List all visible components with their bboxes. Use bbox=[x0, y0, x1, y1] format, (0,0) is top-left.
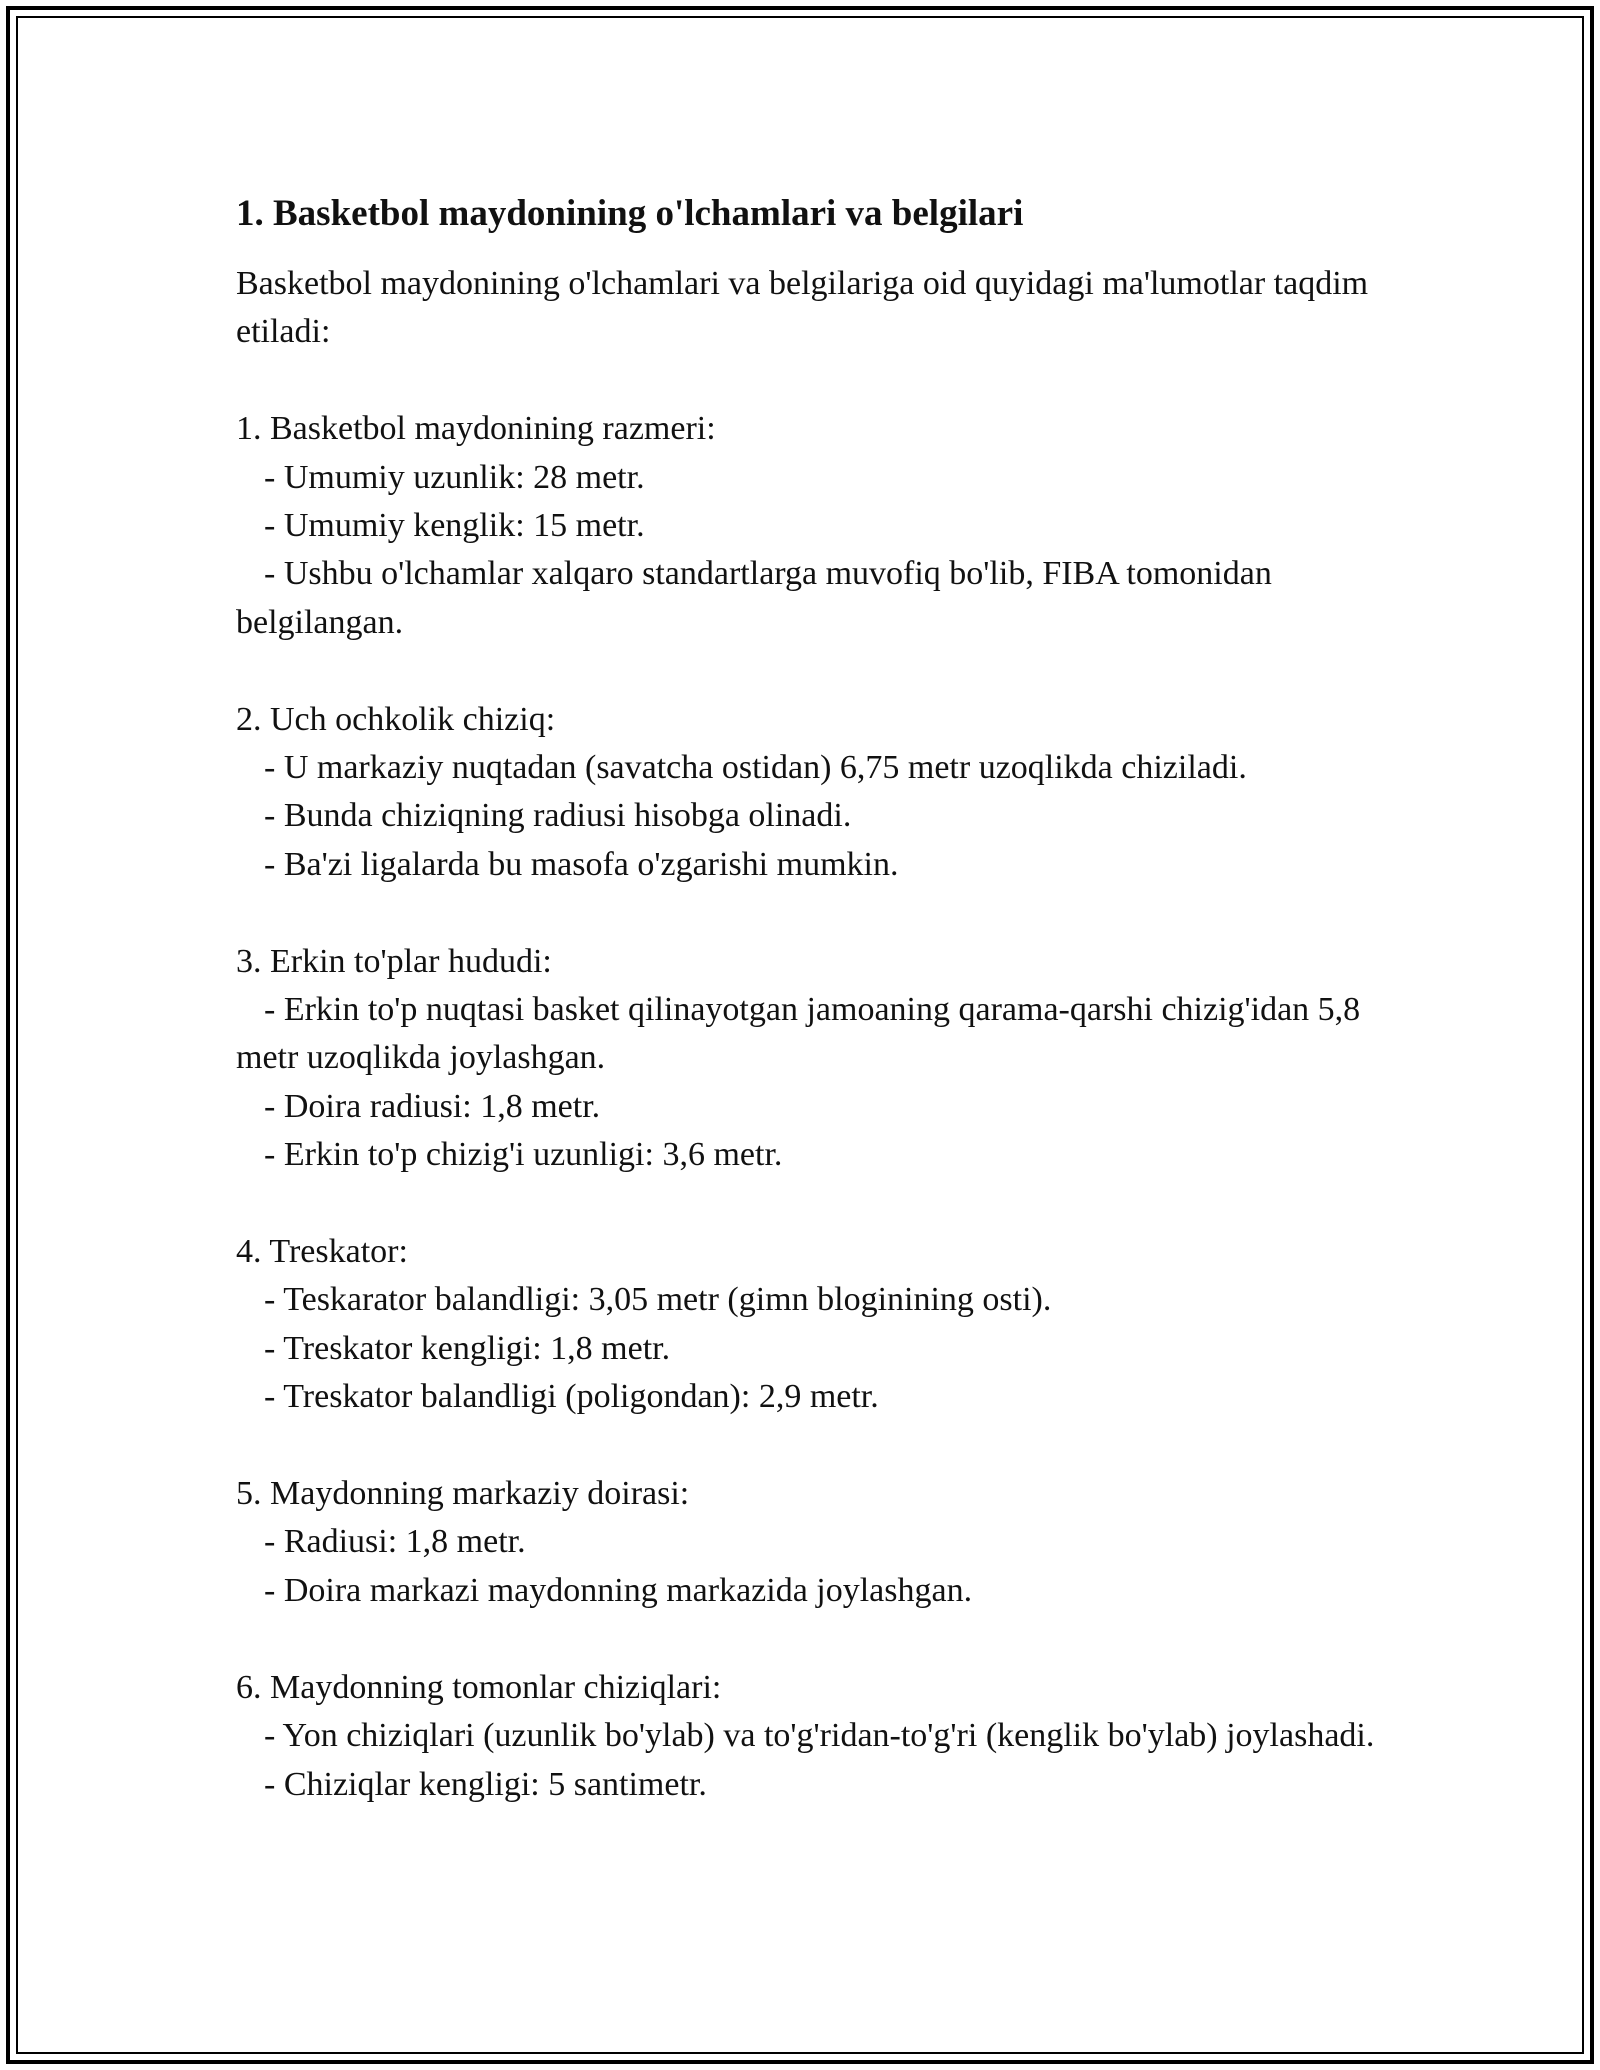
list-item: - U markaziy nuqtadan (savatcha ostidan) 6,75 metr uzoqlikda chiziladi. bbox=[264, 749, 1247, 787]
section-title: 1. Basketbol maydonining razmeri: bbox=[236, 410, 716, 448]
list-item: - Bunda chiziqning radiusi hisobga olinadi. bbox=[264, 797, 852, 835]
list-item: - Treskator kengligi: 1,8 metr. bbox=[264, 1329, 671, 1367]
section-title: 2. Uch ochkolik chiziq: bbox=[236, 700, 556, 738]
list-item: - Ushbu o'lchamlar xalqaro standartlarga muvofiq bo'lib, FIBA tomonidan belgilangan. bbox=[236, 555, 1272, 641]
section-boundary-lines bbox=[236, 1664, 1386, 1809]
list-item: - Radiusi: 1,8 metr. bbox=[264, 1523, 526, 1561]
list-item: - Teskarator balandligi: 3,05 metr (gimn bloginining osti). bbox=[264, 1281, 1052, 1319]
intro-paragraph: Basketbol maydonining o'lchamlari va belgilariga oid quyidagi ma'lumotlar taqdim etiladi: bbox=[236, 265, 1369, 351]
list-item: - Chiziqlar kengligi: 5 santimetr. bbox=[264, 1765, 707, 1803]
list-item: - Doira markazi maydonning markazida joylashgan. bbox=[264, 1571, 973, 1609]
list-item: - Erkin to'p chizig'i uzunligi: 3,6 metr. bbox=[264, 1136, 783, 1174]
list-item: - Ba'zi ligalarda bu masofa o'zgarishi mumkin. bbox=[264, 845, 899, 883]
section-court-size bbox=[236, 405, 1386, 647]
section-title: 3. Erkin to'plar hududi: bbox=[236, 942, 552, 980]
list-item: - Umumiy kenglik: 15 metr. bbox=[264, 507, 645, 545]
list-item: - Erkin to'p nuqtasi basket qilinayotgan jamoaning qarama-qarshi chizig'idan 5,8 metr uzoqlikda joylashgan. bbox=[236, 991, 1361, 1077]
list-item: - Umumiy uzunlik: 28 metr. bbox=[264, 458, 645, 496]
section-three-point-line bbox=[236, 696, 1386, 890]
list-item: - Doira radiusi: 1,8 metr. bbox=[264, 1087, 601, 1125]
list-item: - Yon chiziqlari (uzunlik bo'ylab) va to'g'ridan-to'g'ri (kenglik bo'ylab) joylashadi. bbox=[264, 1717, 1375, 1755]
section-free-throw-area bbox=[236, 938, 1386, 1180]
section-title: 6. Maydonning tomonlar chiziqlari: bbox=[236, 1668, 722, 1706]
section-title: 4. Treskator: bbox=[236, 1233, 408, 1271]
document-heading: 1. Basketbol maydonining o'lchamlari va belgilari bbox=[236, 193, 1024, 234]
section-title: 5. Maydonning markaziy doirasi: bbox=[236, 1475, 690, 1513]
section-backboard bbox=[236, 1228, 1386, 1422]
document-body bbox=[236, 188, 1386, 1809]
section-center-circle bbox=[236, 1470, 1386, 1615]
list-item: - Treskator balandligi (poligondan): 2,9 metr. bbox=[264, 1378, 879, 1416]
